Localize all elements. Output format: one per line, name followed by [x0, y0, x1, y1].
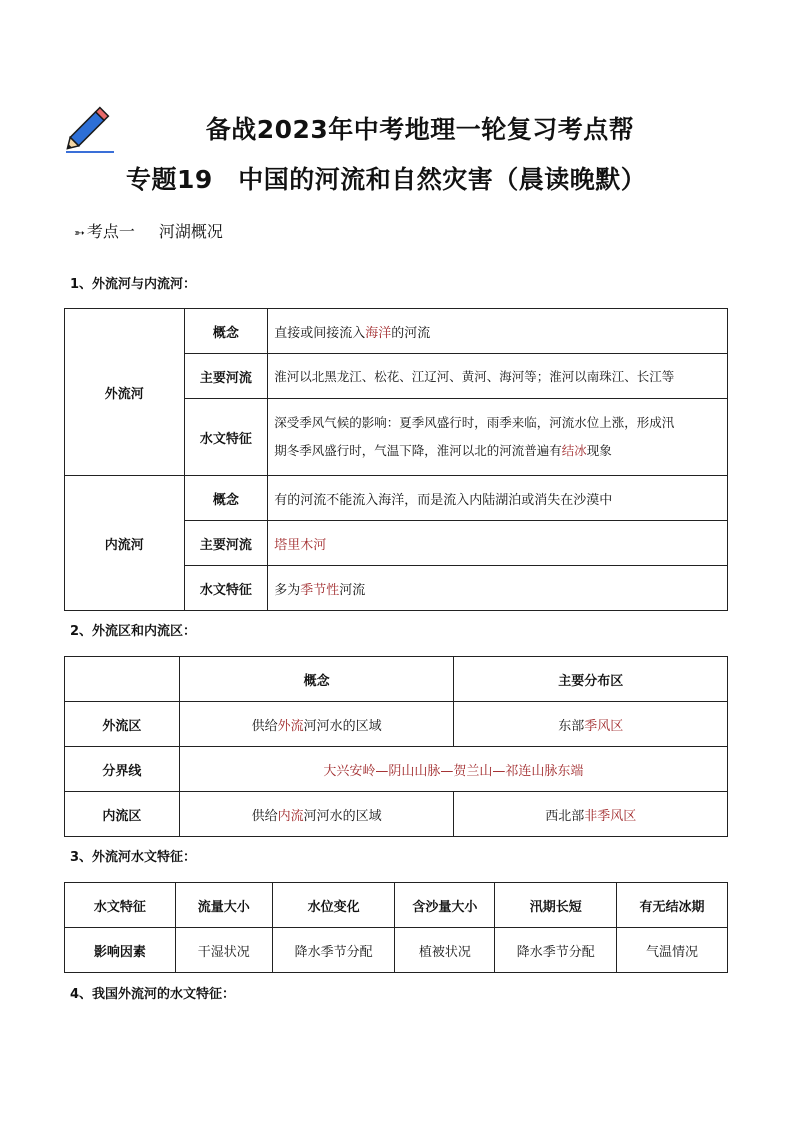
section1-heading: 1、外流河与内流河： [70, 277, 197, 292]
river-type-table [64, 308, 728, 611]
header-cell: 水位变化 [272, 883, 395, 928]
nei-concept-text: 有的河流不能流入海洋，而是流入内陆湖泊或消失在沙漠中 [268, 476, 728, 521]
section2-heading: 2、外流区和内流区： [70, 624, 197, 639]
wai-area-region: 东部季风区 [454, 702, 728, 747]
hydro-feature-table [64, 882, 728, 973]
nei-river-text: 塔里木河 [268, 521, 728, 566]
header-cell: 汛期长短 [495, 883, 617, 928]
nei-area-region: 西北部非季风区 [454, 792, 728, 837]
wai-concept-label: 概念 [184, 309, 268, 354]
value-cell: 降水季节分配 [495, 928, 617, 973]
drainage-area-table [64, 656, 728, 837]
nei-area-label: 内流区 [65, 792, 180, 837]
wai-hydro-cell: 深受季风气候的影响：夏季风盛行时，雨季来临，河流水位上涨，形成汛 期冬季风盛行时，气温下降，淮河以北的河流普遍有结冰现象 [268, 399, 728, 476]
nei-concept-label: 概念 [184, 476, 268, 521]
boundary-text: 大兴安岭—阴山山脉—贺兰山—祁连山脉东端 [179, 747, 727, 792]
nei-area-concept: 供给内流河河水的区域 [179, 792, 454, 837]
kaodian-label: 考点一 [86, 222, 135, 241]
header-cell: 有无结冰期 [617, 883, 728, 928]
header-cell: 流量大小 [175, 883, 272, 928]
wai-area-label: 外流区 [65, 702, 180, 747]
col-area: 主要分布区 [454, 657, 728, 702]
section4-heading: 4、我国外流河的水文特征： [70, 987, 236, 1002]
value-cell: 干湿状况 [175, 928, 272, 973]
value-cell: 影响因素 [65, 928, 176, 973]
wai-river-name: 外流河 [65, 309, 185, 476]
nei-hydro-cell: 多为季节性河流 [268, 566, 728, 611]
nei-river-label: 主要河流 [184, 521, 268, 566]
wai-river-text: 淮河以北黑龙江、松花、江辽河、黄河、海河等；淮河以南珠江、长江等 [268, 354, 728, 399]
empty-header-cell [65, 657, 180, 702]
section3-heading: 3、外流河水文特征： [70, 850, 197, 865]
value-cell: 降水季节分配 [272, 928, 395, 973]
value-cell: 植被状况 [395, 928, 495, 973]
header-cell: 水文特征 [65, 883, 176, 928]
kaodian-heading [74, 219, 223, 242]
nei-river-name: 内流河 [65, 476, 185, 611]
header-cell: 含沙量大小 [395, 883, 495, 928]
arrow-icon: ➳ [74, 226, 85, 241]
wai-area-concept: 供给外流河河水的区域 [179, 702, 454, 747]
col-concept: 概念 [179, 657, 454, 702]
page-title: 备战2023年中考地理一轮复习考点帮 [205, 115, 635, 144]
pencil-icon [64, 100, 116, 156]
wai-concept-cell: 直接或间接流入海洋的河流 [268, 309, 728, 354]
wai-hydro-label: 水文特征 [184, 399, 268, 476]
kaodian-topic: 河湖概况 [158, 222, 223, 241]
value-cell: 气温情况 [617, 928, 728, 973]
wai-river-label: 主要河流 [184, 354, 268, 399]
page-subtitle: 专题19 中国的河流和自然灾害（晨读晚默） [126, 165, 647, 194]
nei-hydro-label: 水文特征 [184, 566, 268, 611]
boundary-label: 分界线 [65, 747, 180, 792]
